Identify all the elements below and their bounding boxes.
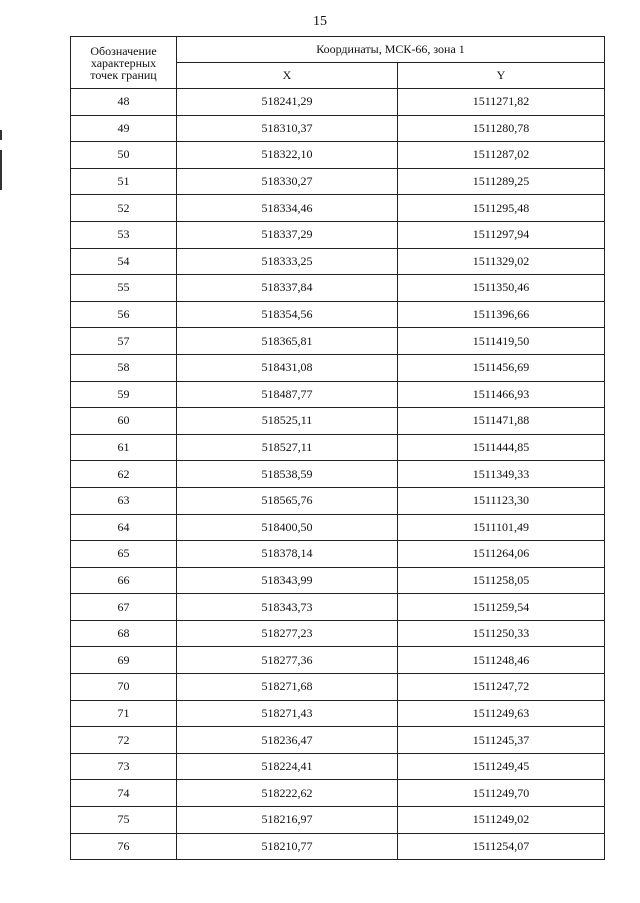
y-coordinate-cell: 1511466,93: [398, 381, 605, 408]
x-coordinate-cell: 518277,23: [177, 620, 398, 647]
x-coordinate-cell: 518236,47: [177, 727, 398, 754]
y-coordinate-cell: 1511419,50: [398, 328, 605, 355]
table-row: [71, 275, 605, 302]
x-coordinate-cell: 518431,08: [177, 354, 398, 381]
table-row: [71, 461, 605, 488]
y-coordinate-cell: 1511123,30: [398, 487, 605, 514]
table-row: [71, 434, 605, 461]
y-coordinate-cell: 1511264,06: [398, 541, 605, 568]
point-id-cell: 73: [71, 753, 177, 780]
y-coordinate-cell: 1511280,78: [398, 115, 605, 142]
x-coordinate-cell: 518337,29: [177, 221, 398, 248]
x-coordinate-cell: 518343,99: [177, 567, 398, 594]
x-coordinate-cell: 518487,77: [177, 381, 398, 408]
x-coordinate-cell: 518400,50: [177, 514, 398, 541]
point-id-cell: 54: [71, 248, 177, 275]
y-coordinate-cell: 1511250,33: [398, 620, 605, 647]
table-row: [71, 195, 605, 222]
x-coordinate-cell: 518222,62: [177, 780, 398, 807]
table-row: [71, 594, 605, 621]
coordinates-table: [70, 36, 605, 860]
point-id-header: [71, 37, 177, 89]
point-id-cell: 50: [71, 142, 177, 169]
point-id-header-line: точек границ: [90, 67, 157, 82]
x-coordinate-cell: 518343,73: [177, 594, 398, 621]
y-coordinate-cell: 1511329,02: [398, 248, 605, 275]
y-coordinate-cell: 1511471,88: [398, 408, 605, 435]
x-coordinate-cell: 518354,56: [177, 301, 398, 328]
point-id-header-line: Обозначение: [90, 43, 157, 58]
table-row: [71, 647, 605, 674]
table-row: [71, 514, 605, 541]
point-id-cell: 58: [71, 354, 177, 381]
table-row: [71, 142, 605, 169]
x-coordinate-cell: 518378,14: [177, 541, 398, 568]
y-coordinate-cell: 1511271,82: [398, 89, 605, 116]
table-row: [71, 328, 605, 355]
y-coordinate-cell: 1511349,33: [398, 461, 605, 488]
table-row: [71, 89, 605, 116]
y-coordinate-cell: 1511297,94: [398, 221, 605, 248]
table-row: [71, 381, 605, 408]
point-id-cell: 52: [71, 195, 177, 222]
point-id-cell: 53: [71, 221, 177, 248]
scan-edge-mark: [0, 150, 2, 190]
y-coordinate-cell: 1511254,07: [398, 833, 605, 860]
y-coordinate-cell: 1511444,85: [398, 434, 605, 461]
table-row: [71, 354, 605, 381]
x-coordinate-cell: 518365,81: [177, 328, 398, 355]
point-id-cell: 76: [71, 833, 177, 860]
x-coordinate-cell: 518322,10: [177, 142, 398, 169]
y-coordinate-cell: 1511396,66: [398, 301, 605, 328]
y-coordinate-cell: 1511247,72: [398, 674, 605, 701]
y-coordinate-cell: 1511249,63: [398, 700, 605, 727]
table-row: [71, 833, 605, 860]
point-id-cell: 48: [71, 89, 177, 116]
table-body: [71, 89, 605, 860]
table-row: [71, 780, 605, 807]
y-column-header: Y: [398, 63, 605, 89]
point-id-cell: 56: [71, 301, 177, 328]
y-coordinate-cell: 1511287,02: [398, 142, 605, 169]
point-id-cell: 61: [71, 434, 177, 461]
point-id-cell: 55: [71, 275, 177, 302]
x-coordinate-cell: 518210,77: [177, 833, 398, 860]
x-column-header: X: [177, 63, 398, 89]
point-id-cell: 51: [71, 168, 177, 195]
y-coordinate-cell: 1511101,49: [398, 514, 605, 541]
point-id-cell: 57: [71, 328, 177, 355]
x-coordinate-cell: 518333,25: [177, 248, 398, 275]
table-row: [71, 620, 605, 647]
point-id-cell: 60: [71, 408, 177, 435]
table-row: [71, 727, 605, 754]
x-coordinate-cell: 518565,76: [177, 487, 398, 514]
point-id-cell: 72: [71, 727, 177, 754]
table-row: [71, 807, 605, 834]
point-id-cell: 49: [71, 115, 177, 142]
x-coordinate-cell: 518525,11: [177, 408, 398, 435]
table-row: [71, 567, 605, 594]
y-coordinate-cell: 1511249,02: [398, 807, 605, 834]
point-id-cell: 75: [71, 807, 177, 834]
table-row: [71, 248, 605, 275]
y-coordinate-cell: 1511295,48: [398, 195, 605, 222]
y-coordinate-cell: 1511258,05: [398, 567, 605, 594]
point-id-cell: 67: [71, 594, 177, 621]
x-coordinate-cell: 518271,43: [177, 700, 398, 727]
point-id-cell: 64: [71, 514, 177, 541]
table-row: [71, 168, 605, 195]
x-coordinate-cell: 518310,37: [177, 115, 398, 142]
coordinates-group-header: Координаты, МСК-66, зона 1: [177, 37, 605, 63]
point-id-cell: 59: [71, 381, 177, 408]
point-id-cell: 71: [71, 700, 177, 727]
x-coordinate-cell: 518330,27: [177, 168, 398, 195]
point-id-cell: 74: [71, 780, 177, 807]
page-number: 15: [313, 14, 327, 29]
point-id-cell: 65: [71, 541, 177, 568]
table-row: [71, 301, 605, 328]
x-coordinate-cell: 518527,11: [177, 434, 398, 461]
y-coordinate-cell: 1511249,45: [398, 753, 605, 780]
y-coordinate-cell: 1511245,37: [398, 727, 605, 754]
table-row: [71, 700, 605, 727]
point-id-cell: 62: [71, 461, 177, 488]
y-coordinate-cell: 1511249,70: [398, 780, 605, 807]
x-coordinate-cell: 518241,29: [177, 89, 398, 116]
y-coordinate-cell: 1511248,46: [398, 647, 605, 674]
table-row: [71, 487, 605, 514]
x-coordinate-cell: 518277,36: [177, 647, 398, 674]
y-coordinate-cell: 1511350,46: [398, 275, 605, 302]
point-id-cell: 63: [71, 487, 177, 514]
x-coordinate-cell: 518216,97: [177, 807, 398, 834]
x-coordinate-cell: 518224,41: [177, 753, 398, 780]
scan-edge-mark: [0, 130, 2, 140]
table-row: [71, 753, 605, 780]
table-row: [71, 115, 605, 142]
point-id-cell: 66: [71, 567, 177, 594]
x-coordinate-cell: 518337,84: [177, 275, 398, 302]
table-row: [71, 541, 605, 568]
point-id-cell: 70: [71, 674, 177, 701]
table-row: [71, 221, 605, 248]
point-id-header-line: характерных: [90, 55, 157, 70]
point-id-cell: 69: [71, 647, 177, 674]
point-id-cell: 68: [71, 620, 177, 647]
x-coordinate-cell: 518538,59: [177, 461, 398, 488]
table-row: [71, 674, 605, 701]
y-coordinate-cell: 1511289,25: [398, 168, 605, 195]
table-row: [71, 408, 605, 435]
x-coordinate-cell: 518334,46: [177, 195, 398, 222]
x-coordinate-cell: 518271,68: [177, 674, 398, 701]
y-coordinate-cell: 1511456,69: [398, 354, 605, 381]
y-coordinate-cell: 1511259,54: [398, 594, 605, 621]
